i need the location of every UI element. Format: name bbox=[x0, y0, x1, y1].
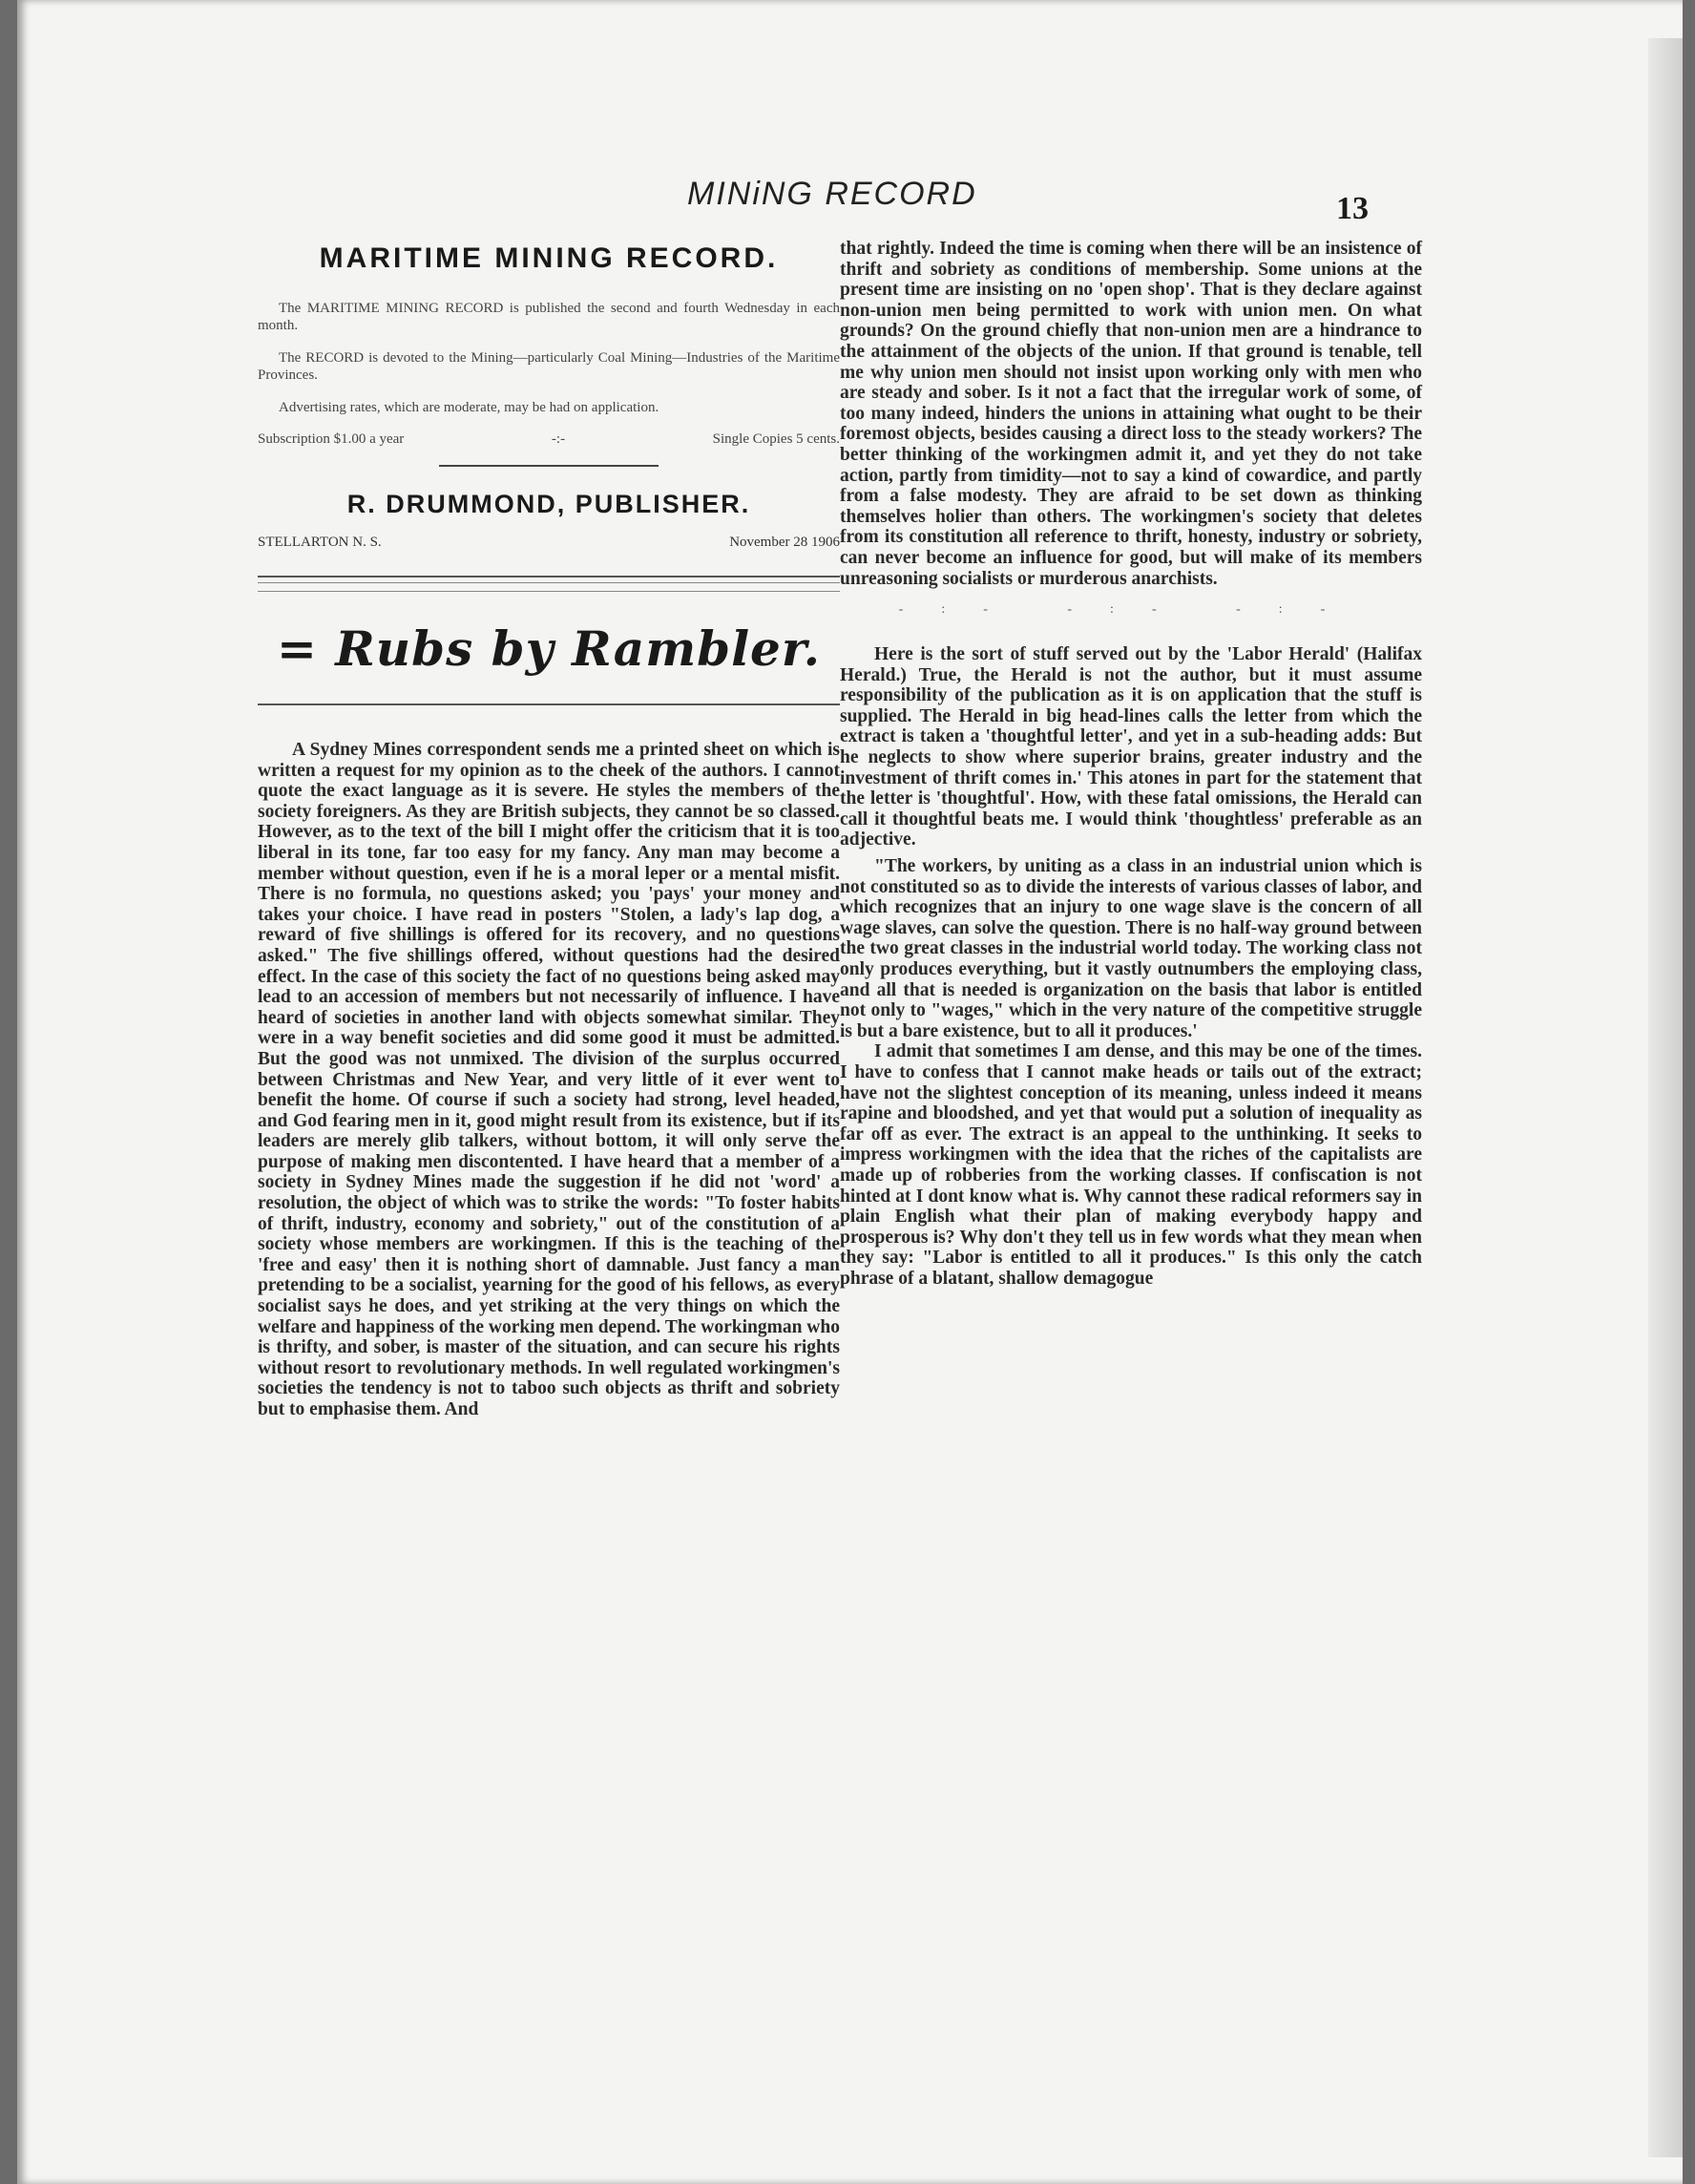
column-heading: = Rubs by Rambler. bbox=[276, 620, 822, 677]
article-separator: -:- -:- -:- bbox=[898, 602, 1364, 618]
page-number: 13 bbox=[1336, 191, 1369, 226]
right-column bbox=[840, 239, 1422, 1290]
advertising-notice: Advertising rates, which are moderate, may be had on application. bbox=[279, 400, 659, 415]
dateline bbox=[258, 535, 840, 551]
publisher-line: R. DRUMMOND, PUBLISHER. bbox=[346, 490, 751, 518]
subscription-separator: -:- bbox=[551, 431, 566, 447]
publication-notice: The MARITIME MINING RECORD is published the second and fourth Wednesday in each month. bbox=[258, 301, 840, 333]
masthead-title: MARITIME MINING RECORD. bbox=[319, 242, 779, 274]
left-column bbox=[258, 239, 840, 1420]
article-paragraph-2: that rightly. Indeed the time is coming when there will be an insistence of thrift and sobriety as conditions of membership. Some unions at the present time are insisting on no 'open shop'. That is they declare against non-union men being permitted to work with union men. On what grounds? On the ground chiefly that non-union men are a hindrance to the attainment of the objects of the union. If that ground is tenable, tell me why union men should not insist upon working only with men who are steady and sober. Is it not a fact that the irregular work of some, of too many indeed, hinders the unions in attaining what ought to be their foremost objects, besides causing a direct loss to the steady workers? The better thinking of the workingmen admit it, and yet they do not take action, partly from timidity—not to say a kind of cowardice, and partly from a false modesty. They are afraid to be set down as thinking themselves holier than others. The workingmen's society that deletes from its constitution all reference to thrift, honesty, industry or sobriety, can never become an influence for good, but will make of its members unreasoning socialists or murderous anarchists. bbox=[840, 239, 1422, 589]
subscription-price: Subscription $1.00 a year bbox=[258, 431, 405, 447]
issue-date: November 28 1906 bbox=[729, 535, 840, 550]
section-divider-thin bbox=[258, 591, 840, 592]
devotion-notice: The RECORD is devoted to the Mining—particularly Coal Mining—Industries of the Maritime Provinces. bbox=[258, 350, 840, 383]
single-copy-price: Single Copies 5 cents. bbox=[712, 431, 840, 447]
article-paragraph-5: I admit that sometimes I am dense, and this may be one of the times. I have to confess that I cannot make heads or tails out of the extract; have not the slightest conception of its meaning, unless indeed it means rapine and bloodshed, and yet that would put a solution of inequality as far off as ever. The extract is an appeal to the unthinking. It seeks to impress workingmen with the idea that the riches of the capitalists are made up of robberies from the working classes. If confiscation is not hinted at I dont know what is. Why cannot these radical reformers say in plain English what their plan of making everybody happy and prosperous is? Why don't they tell us in few words what they mean when they say: "Labor is entitled to all it produces." Is this only the catch phrase of a blatant, shallow demagogue bbox=[840, 1041, 1422, 1289]
page-edge bbox=[1648, 38, 1683, 2157]
place: STELLARTON N. S. bbox=[258, 535, 382, 550]
running-head: MINiNG RECORD bbox=[687, 176, 977, 212]
masthead-rule bbox=[439, 465, 659, 467]
section-divider bbox=[258, 576, 840, 583]
subscription-row bbox=[258, 431, 840, 448]
article-paragraph-3: Here is the sort of stuff served out by the 'Labor Herald' (Halifax Herald.) True, the Herald is not the author, but it must assume responsibility of the publication as it is on application that the stuff is supplied. The Herald in big head-lines calls the letter from which the extract is taken a 'thoughtful letter', and yet in a sub-heading adds: But he neglects to show where superior brains, greater industry and the investment of thrift comes in.' This atones in part for the statement that the letter is 'thoughtful'. How, with these fatal omissions, the Herald can call it thoughtful beats me. I would think 'thoughtless' preferable as an adjective. bbox=[840, 644, 1422, 850]
heading-rule bbox=[258, 704, 840, 705]
article-paragraph-4: "The workers, by uniting as a class in an industrial union which is not constituted so as to divide the interests of various classes of labor, and which recognizes that an injury to one wage slave is the concern of all wage slaves, can solve the question. There is no half-way ground between the two great classes in the industrial world today. The working class not only produces everything, but it vastly outnumbers the employing class, and all that is needed is organization on the basis that labor is entitled not only to "wages," which in the very nature of the competitive struggle is but a bare existence, but to all it produces.' bbox=[840, 856, 1422, 1041]
article-paragraph-1: A Sydney Mines correspondent sends me a printed sheet on which is written a request for my opinion as to the cheek of the authors. I cannot quote the exact language as it is severe. He styles the members of the society foreigners. As they are British subjects, they cannot be so classed. However, as to the text of the bill I might offer the criticism that it is too liberal in its tone, far too easy for my fancy. Any man may become a member without question, even if he is a moral leper or a mental misfit. There is no formula, no questions asked; you 'pays' your money and takes your choice. I have read in posters "Stolen, a lady's lap dog, a reward of five shillings is offered for its recovery, and no questions asked." The five shillings offered, without questions had the desired effect. In the case of this society the fact of no questions being asked may lead to an accession of members but not necessarily of influence. I have heard of societies in another land with objects somewhat similar. They were in a way benefit societies and did some good it must be admitted. But the good was not unmixed. The division of the surplus occurred between Christmas and New Year, and very little of it ever went to benefit the home. Of course if such a society had strong, level headed, and God fearing men in it, good might result from its existence, but if its leaders are merely glib talkers, without bottom, it will only serve the purpose of making men discontented. I have heard that a member of a society in Sydney Mines made the suggestion if he did not 'word' a resolution, the object of which was to strike the words: "To foster habits of thrift, industry, economy and sobriety," out of the constitution of a society whose members are workingmen. If this is the teaching of the 'free and easy' then it is nothing short of damnable. Just fancy a man pretending to be a socialist, yearning for the good of his fellows, as every socialist says he does, and yet striking at the very things on which the welfare and happiness of the working men depend. The workingman who is thrifty, and sober, is master of the situation, and can secure his rights without resort to revolutionary methods. In well regulated workingmen's societies the tendency is not to taboo such objects as thrift and sobriety but to emphasise them. And bbox=[258, 740, 840, 1419]
